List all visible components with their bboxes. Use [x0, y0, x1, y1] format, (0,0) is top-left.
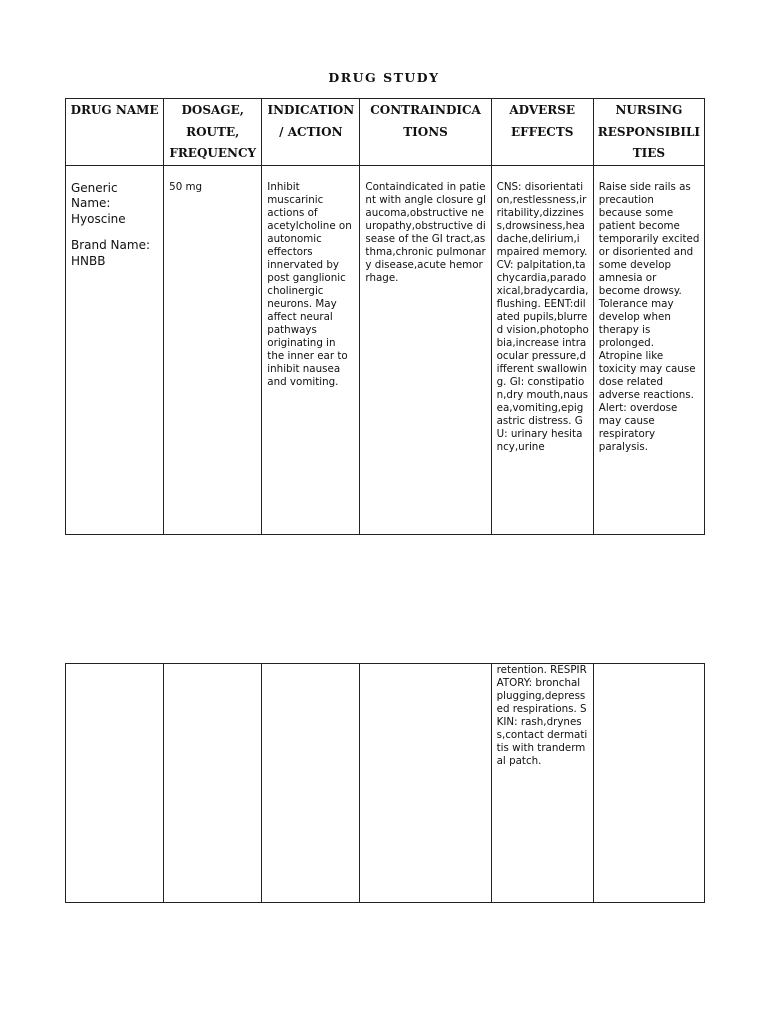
generic-name: Generic Name: Hyoscine: [71, 180, 126, 226]
contraindications-cell: Containdicated in patient with angle closure glaucoma,obstructive neuropathy,obstructive disease of the GI tract,asthma,chronic pulmonary disease,acute hemorrhage.: [360, 165, 491, 534]
header-row: [66, 99, 705, 166]
indication-cell: Inhibit muscarinic actions of acetylcholine on autonomic effectors innervated by post ganglionic cholinergic neurons. May affect neural pathways originating in the inner ear to inhibit nausea and vomiting.: [262, 165, 360, 534]
nursing-cell: Raise side rails as precaution because some patient become temporarily excited or disoriented and some develop amnesia or become drowsy. Tolerance may develop when therapy is prolonged. Atropine like toxicity may cause dose related adverse reactions. Alert: overdose may cause respiratory paralysis.: [593, 165, 704, 534]
drug-study-table-continued: [65, 663, 705, 903]
header-drug-name: DRUG NAME: [66, 99, 164, 166]
drug-study-table: [65, 98, 705, 535]
adverse-effects-continued-cell: retention. RESPIRATORY: bronchal plugging,depressed respirations. SKIN: rash,dryness,contact dermatitis with trandermal patch.: [491, 664, 593, 903]
adverse-effects-cell: CNS: disorientation,restlessness,irritability,dizziness,drowsiness,headache,delirium,impaired memory. CV: palpitation,tachycardia,paradoxical,bradycardia,flushing. EENT:dilated pupils,blurred vision,photophobia,increase intraocular pressure,different swallowing. GI: constipation,dry mouth,nausea,vomiting,epigastric distress. GU: urinary hesitancy,urine: [491, 165, 593, 534]
header-indication: INDICATION / ACTION: [262, 99, 360, 166]
empty-cell: [66, 664, 164, 903]
page-title: DRUG STUDY: [328, 70, 440, 85]
header-nursing: NURSING RESPONSIBILI TIES: [593, 99, 704, 166]
empty-cell: [262, 664, 360, 903]
header-dosage: DOSAGE, ROUTE, FREQUENCY: [164, 99, 262, 166]
header-adverse-effects: ADVERSE EFFECTS: [491, 99, 593, 166]
dosage-cell: 50 mg: [164, 165, 262, 534]
empty-cell: [164, 664, 262, 903]
brand-name: Brand Name: HNBB: [71, 238, 151, 268]
empty-cell: [593, 664, 704, 903]
header-contraindications: CONTRAINDICA TIONS: [360, 99, 491, 166]
table-row: [66, 664, 705, 903]
table-row: [66, 165, 705, 534]
empty-cell: [360, 664, 491, 903]
drug-name-cell: [66, 165, 164, 534]
